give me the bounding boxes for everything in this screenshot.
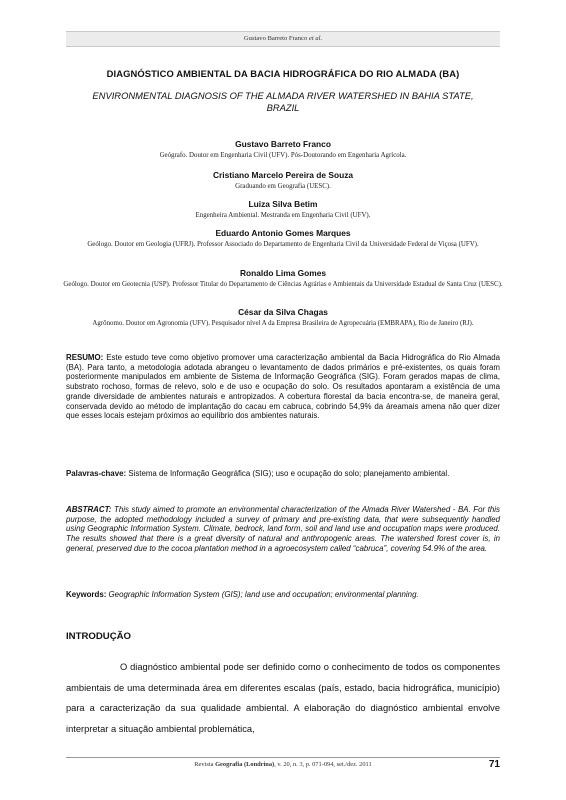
palavras-chave-text: Sistema de Informação Geográfica (SIG); uso e ocupação do solo; planejamento ambiental. bbox=[128, 469, 450, 478]
page-number: 71 bbox=[488, 759, 500, 770]
abstract-text: This study aimed to promote an environmental characterization of the Almada River Watershed - BA. For this purpose, the adopted methodology included a survey of primary and pre-existing data, that were subsequently handled using Geographic Information System. Climate, bedrock, land form, soil and land use and occupation maps were produced. The results showed that there is a great diversity of natural and anthropogenic areas. The watershed forest cover is, in general, preserved due to the cocoa plantation method in a agroecosystem called “cabruca”, covering 54.9% of the area. bbox=[66, 505, 500, 553]
footer-details: , v. 20, n. 3, p. 071-094, set./dez. 2011 bbox=[274, 761, 372, 768]
author-name: Luiza Silva Betim bbox=[248, 199, 318, 209]
palavras-chave-label: Palavras-chave: bbox=[66, 469, 127, 478]
intro-text: O diagnóstico ambiental pode ser definido como o conhecimento de todos os componentes ambientais de uma determinada área em diferentes escalas (país, estado, bacia hidrográfica, município) para a caracterização da sua qualidade ambiental. A elaboração do diagnóstico ambiental envolve interpretar a situação ambiental problemática, bbox=[66, 662, 500, 735]
palavras-chave-paragraph bbox=[66, 469, 500, 479]
keywords-text: Geographic Information System (GIS); land use and occupation; environmental planning. bbox=[108, 590, 419, 599]
author-name: Gustavo Barreto Franco bbox=[235, 139, 331, 149]
author-affiliation: Agrônomo. Doutor em Agronomia (UFV). Pesquisador nível A da Empresa Brasileira de Agropecuária (EMBRAPA), Rio de Janeiro (RJ). bbox=[92, 320, 474, 327]
title-portuguese: DIAGNÓSTICO AMBIENTAL DA BACIA HIDROGRÁFICA DO RIO ALMADA (BA) bbox=[106, 68, 460, 79]
author-entry bbox=[56, 268, 510, 289]
running-head-author: Gustavo Barreto Franco bbox=[243, 35, 308, 42]
intro-paragraph bbox=[66, 657, 500, 740]
author-entry bbox=[56, 199, 510, 220]
author-entry bbox=[56, 170, 510, 191]
abstract-label: ABSTRACT: bbox=[66, 505, 112, 514]
author-affiliation: Geólogo. Doutor em Geotecnia (USP). Professor Titular do Departamento de Ciências Agrárias e Ambientais da Universidade Estadual de Santa Cruz (UESC). bbox=[63, 281, 503, 288]
author-affiliation: Engenheira Ambiental. Mestranda em Engenharia Civil (UFV). bbox=[195, 212, 371, 219]
footer-journal: Geografia (Londrina) bbox=[215, 761, 275, 768]
author-name: Eduardo Antonio Gomes Marques bbox=[215, 228, 351, 238]
author-name: Cristiano Marcelo Pereira de Souza bbox=[212, 170, 354, 180]
author-entry bbox=[56, 307, 510, 328]
author-affiliation: Geógrafo. Doutor em Engenharia Civil (UFV). Pós-Doutorando em Engenharia Agrícola. bbox=[159, 152, 407, 159]
running-head bbox=[66, 31, 500, 47]
author-name: Ronaldo Lima Gomes bbox=[239, 268, 327, 278]
author-entry bbox=[56, 228, 510, 249]
page-footer bbox=[66, 757, 500, 772]
section-heading-introducao: INTRODUÇÃO bbox=[66, 631, 132, 642]
resumo-label: RESUMO: bbox=[66, 353, 104, 362]
title-english: ENVIRONMENTAL DIAGNOSIS OF THE ALMADA RIVER WATERSHED IN BAHIA STATE, BRAZIL bbox=[92, 90, 474, 113]
resumo-text: Este estudo teve como objetivo promover uma caracterização ambiental da Bacia Hidrográfica do Rio Almada (BA). Para tanto, a metodologia adotada abrangeu o levantamento de dados primários e pré-existentes, os quais foram posteriormente manipulados em ambiente de Sistema de Informação Geográfica (SIG). Foram gerados mapas de clima, substrato rochoso, formas de relevo, solo e de uso e ocupação do solo. Os resultados apontaram a existência de uma grande diversidade de ambientes naturais e antropizados. A cobertura florestal da bacia encontra-se, de maneira geral, conservada devido ao método de implantação do cacau em cabruca, cobrindo 54,9% da áreamais amena não quer dizer que esses locais estejam próximos ao equilíbrio dos ambientes naturais. bbox=[66, 353, 500, 421]
author-name: César da Silva Chagas bbox=[238, 307, 328, 317]
footer-prefix: Revista bbox=[194, 761, 214, 768]
running-head-etal: et al. bbox=[308, 35, 323, 42]
abstract-paragraph bbox=[66, 505, 500, 554]
keywords-paragraph bbox=[66, 590, 500, 600]
author-affiliation: Geólogo. Doutor em Geologia (UFRJ). Professor Associado do Departamento de Engenharia Civil da Universidade Federal de Viçosa (UFV). bbox=[87, 241, 479, 248]
author-affiliation: Graduando em Geografia (UESC). bbox=[235, 183, 331, 190]
author-entry bbox=[56, 139, 510, 160]
keywords-label: Keywords: bbox=[66, 590, 107, 599]
resumo-paragraph bbox=[66, 353, 500, 421]
